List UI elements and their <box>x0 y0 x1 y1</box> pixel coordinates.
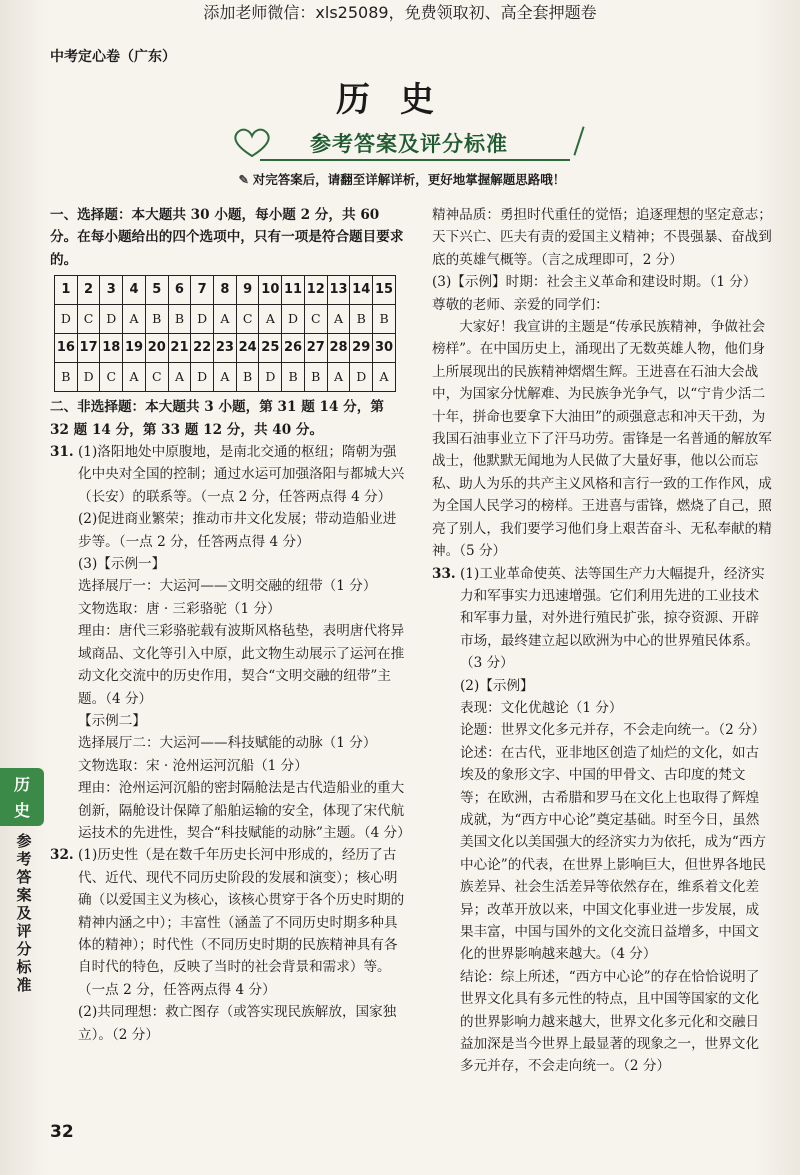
answer-table <box>54 275 396 392</box>
answer-cell: 25 <box>259 334 282 363</box>
question-number: 33. <box>432 565 456 582</box>
answer-cell: 26 <box>282 334 305 363</box>
answer-cell: A <box>327 305 350 334</box>
left-column <box>50 204 411 1046</box>
answer-cell: 10 <box>259 276 282 305</box>
q33-argument: 论述：在古代，亚非地区创造了灿烂的文化，如古埃及的象形文字、中国的甲骨文、古印度的梵文等；在欧洲，古希腊和罗马在文化上也取得了辉煌成就，为“西方中心论”奠定基础。时至今日，虽然美国文化以美国强大的经济实力为依托，成为“西方中心论”的代表，在世界上影响巨大，但世界各地民族差异、社会生活差异等依然存在，维系着文化差异；改革开放以来，中国文化事业进一步发展，成果丰富，中国与国外的文化交流日益增多，中国文化的世界影响越来越大。（4 分） <box>460 744 767 963</box>
answer-cell: C <box>304 305 327 334</box>
answer-cell: 20 <box>145 334 168 363</box>
answer-cell: C <box>100 363 123 392</box>
answer-cell: 8 <box>214 276 237 305</box>
answer-cell: 27 <box>304 334 327 363</box>
q31-example1-relic: 文物选取：唐 · 三彩骆驼（1 分） <box>78 600 281 617</box>
answer-cell: 14 <box>350 276 373 305</box>
q31-example1-hall: 选择展厅一：大运河——文明交融的纽带（1 分） <box>78 578 377 595</box>
answer-cell: A <box>259 305 282 334</box>
answer-cell: 22 <box>191 334 214 363</box>
subject-title: 历史 <box>336 80 464 120</box>
q32-part3: (3)【示例】时期：社会主义革命和建设时期。（1 分） <box>432 274 757 291</box>
answer-cell: 4 <box>123 276 146 305</box>
answer-cell: D <box>55 305 78 334</box>
q31-example2-hall: 选择展厅二：大运河——科技赋能的动脉（1 分） <box>78 735 377 752</box>
answer-table-row <box>55 305 396 334</box>
answer-cell: 16 <box>55 334 78 363</box>
page-number: 32 <box>50 1122 74 1142</box>
answer-cell: 3 <box>100 276 123 305</box>
side-vertical-label: 参 考 答 案 及 评 分 标 准 <box>16 832 32 994</box>
q33-thesis: 论题：世界文化多元并存，不会走向统一。（2 分） <box>460 722 766 739</box>
q33-conclusion: 结论：综上所述，“西方中心论”的存在恰恰说明了世界文化具有多元性的特点，且中国等国家的文化的世界影响力越来越大，世界文化多元化和交融日益加深是当今世界上最显著的现象之一，世界文化多元并存，不会走向统一。（2 分） <box>460 968 760 1075</box>
q32-part1: (1)历史性（是在数千年历史长河中形成的，经历了古代、近代、现代不同历史阶段的发展和演变）；核心明确（以爱国主义为核心，该核心贯穿于各个历史时期的精神内涵之中）；丰富性（涵盖了不同历史时期多种具体的精神）；时代性（不同历史时期的民族精神具有各自时代的特色，反映了当时的社会背景和需求）等。（一点 2 分，任答两点得 4 分） <box>78 847 405 998</box>
answer-cell: 11 <box>282 276 305 305</box>
exam-tag: 中考定心卷（广东） <box>50 49 176 65</box>
tip-text: 对完答案后，请翻至详解详析，更好地掌握解题思路哦！ <box>252 172 566 187</box>
answer-cell: 24 <box>236 334 259 363</box>
watermark: 添加老师微信：xls25089，免费领取初、高全套押题卷 <box>203 3 597 22</box>
q31-example2-relic: 文物选取：宋 · 沧州运河沉船（1 分） <box>78 757 308 774</box>
answer-cell: 7 <box>191 276 214 305</box>
pencil-icon: ✎ <box>238 172 249 187</box>
question-number: 32. <box>50 847 74 864</box>
subject-side-tab: 历 史 <box>0 768 44 826</box>
banner-underline <box>260 159 570 161</box>
answer-cell: A <box>168 363 191 392</box>
q32-greeting: 尊敬的老师、亲爱的同学们： <box>432 296 609 313</box>
answer-cell: 12 <box>304 276 327 305</box>
answer-cell: A <box>214 305 237 334</box>
tip-line <box>0 170 800 188</box>
answer-cell: B <box>168 305 191 334</box>
answer-cell: D <box>350 363 373 392</box>
answer-cell: B <box>145 305 168 334</box>
answer-table-row <box>55 363 396 392</box>
q32-speech: 大家好！我宣讲的主题是“传承民族精神，争做社会榜样”。在中国历史上，涌现出了无数英雄人物，他们身上所展现出的民族精神熠熠生辉。王进喜在石油大会战中，为国家分忧解难、为民族争光争气，以“宁肯少活二十年，拼命也要拿下大油田”的顽强意志和冲天干劲，为我国石油事业立下了汗马功劳。雷锋是一名普通的解放军战士，他默默无闻地为人民做了大量好事，他以公而忘私、助人为乐的共产主义风格和言行一致的工作作风，成为全国人民学习的榜样。王进喜与雷锋，燃烧了自己，照亮了别人，我们要学习他们身上艰苦奋斗、无私奉献的精神。（5 分） <box>432 319 772 560</box>
answer-cell: 19 <box>123 334 146 363</box>
answer-cell: A <box>123 305 146 334</box>
section2-heading: 二、非选择题：本大题共 3 小题，第 31 题 14 分，第 32 题 14 分，第 33 题 12 分，共 40 分。 <box>50 399 384 438</box>
answer-cell: B <box>282 363 305 392</box>
answer-cell: B <box>373 305 396 334</box>
answer-cell: D <box>282 305 305 334</box>
answer-cell: D <box>77 363 100 392</box>
question-31 <box>50 441 411 844</box>
question-number: 31. <box>50 444 74 461</box>
answer-cell: A <box>123 363 146 392</box>
answer-cell: 30 <box>373 334 396 363</box>
heart-outline-icon <box>230 128 274 158</box>
answer-cell: 6 <box>168 276 191 305</box>
answer-cell: A <box>373 363 396 392</box>
answer-cell: 1 <box>55 276 78 305</box>
answer-cell: C <box>77 305 100 334</box>
answer-cell: B <box>236 363 259 392</box>
q32-part2-continued: 精神品质：勇担时代重任的觉悟；追逐理想的坚定意志；天下兴亡、匹夫有责的爱国主义精神；不畏强暴、奋战到底的英雄气概等。（言之成理即可，2 分） <box>432 207 772 268</box>
q31-example2-label: 【示例二】 <box>78 712 146 729</box>
answer-cell: 28 <box>327 334 350 363</box>
q31-example2-reason: 理由：沧州运河沉船的密封隔舱法是古代造船业的重大创新，隔舱设计保障了船舶运输的安全，体现了宋代航运技术的先进性，契合“科技赋能的动脉”主题。（4 分） <box>78 780 411 841</box>
answer-cell: 23 <box>214 334 237 363</box>
question-32 <box>50 844 406 1046</box>
section1-heading: 一、选择题：本大题共 30 小题，每小题 2 分，共 60 分。在每小题给出的四个选项中，只有一项是符合题目要求的。 <box>50 207 404 268</box>
q31-example1-reason: 理由：唐代三彩骆驼载有波斯风格毡垫，表明唐代将异域商品、文化等引入中原，此文物生动展示了运河在推动文化交流中的历史作用，契合“文明交融的纽带”主题。（4 分） <box>78 623 405 707</box>
answer-cell: D <box>259 363 282 392</box>
answer-cell: A <box>327 363 350 392</box>
answer-cell: 9 <box>236 276 259 305</box>
answer-cell: 17 <box>77 334 100 363</box>
answer-cell: B <box>350 305 373 334</box>
banner-title: 参考答案及评分标准 <box>310 132 508 156</box>
answer-cell: 2 <box>77 276 100 305</box>
answer-cell: D <box>191 363 214 392</box>
answer-cell: D <box>100 305 123 334</box>
answer-cell: B <box>55 363 78 392</box>
q33-part1: (1)工业革命使英、法等国生产力大幅提升，经济实力和军事实力迅速增强。它们利用先进的工业技术和军事力量，对外进行殖民扩张，掠夺资源、开辟市场，最终建立起以欧洲为中心的世界殖民体系。（3 分） <box>460 565 765 672</box>
q33-part2: (2)【示例】 <box>460 677 534 694</box>
answer-cell: C <box>236 305 259 334</box>
answer-cell: C <box>145 363 168 392</box>
answer-cell: D <box>191 305 214 334</box>
question-33 <box>432 563 772 1078</box>
answer-table-row <box>55 334 396 363</box>
banner-slash <box>573 126 584 155</box>
answer-cell: 29 <box>350 334 373 363</box>
answer-cell: 15 <box>373 276 396 305</box>
answer-table-row <box>55 276 396 305</box>
answer-cell: 13 <box>327 276 350 305</box>
answer-cell: 5 <box>145 276 168 305</box>
banner <box>230 126 580 162</box>
q33-expression: 表现：文化优越论（1 分） <box>460 699 623 716</box>
answer-cell: B <box>304 363 327 392</box>
answer-cell: 21 <box>168 334 191 363</box>
q31-part2: (2)促进商业繁荣；推动市井文化发展；带动造船业进步等。（一点 2 分，任答两点得 4 分） <box>78 511 397 550</box>
answer-cell: 18 <box>100 334 123 363</box>
q31-part1: (1)洛阳地处中原腹地，是南北交通的枢纽；隋朝为强化中央对全国的控制；通过水运可加强洛阳与都城大兴（长安）的联系等。（一点 2 分，任答两点得 4 分） <box>78 444 405 505</box>
q31-part3: (3)【示例一】 <box>78 556 166 573</box>
answer-cell: A <box>214 363 237 392</box>
right-column <box>432 204 772 1078</box>
q32-part2: (2)共同理想：救亡图存（或答实现民族解放，国家独立）。（2 分） <box>78 1004 397 1043</box>
